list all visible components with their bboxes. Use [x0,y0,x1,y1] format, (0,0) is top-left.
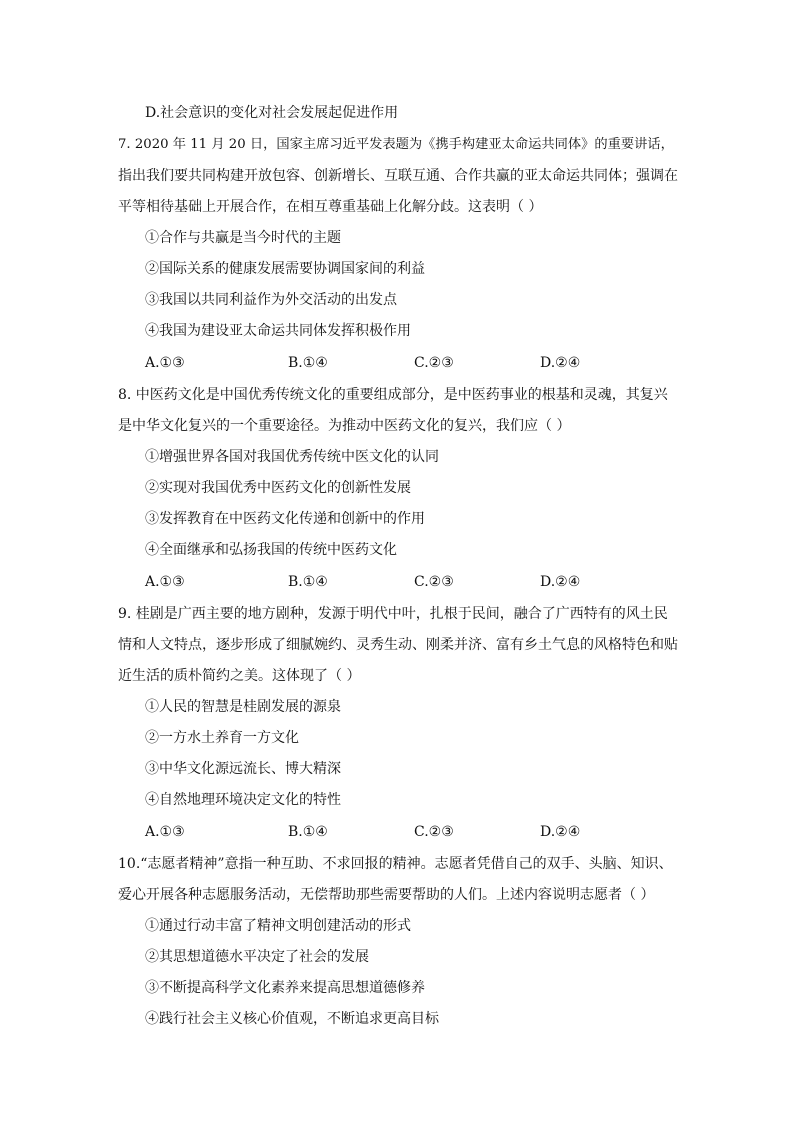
question-7-choice-d: D.②④ [540,355,581,371]
question-7-stem-line-1: 7. 2020 年 11 月 20 日，国家主席习近平发表题为《携手构建亚太命运共同体》的重要讲话， [118,137,674,152]
question-10-stem-line-2: 爱心开展各种志愿服务活动，无偿帮助那些需要帮助的人们。上述内容说明志愿者（ ） [118,887,655,903]
question-8-stem-line-1: 8. 中医药文化是中国优秀传统文化的重要组成部分，是中医药事业的根基和灵魂，其复兴 [118,387,668,403]
question-9-choice-b: B.①④ [288,824,328,840]
question-8-stem-line-2: 是中华文化复兴的一个重要途径。为推动中医药文化的复兴，我们应（ ） [118,418,571,434]
question-9-stem-line-1: 9. 桂剧是广西主要的地方剧种，发源于明代中叶，扎根于民间，融合了广西特有的风土民 [118,606,668,622]
question-8-choice-d: D.②④ [540,574,581,590]
question-8-choice-a: A.①③ [145,574,185,590]
question-7-statement-1: ①合作与共赢是当今时代的主题 [145,230,341,246]
question-9-statement-1: ①人民的智慧是桂剧发展的源泉 [145,699,341,715]
question-7-choice-b: B.①④ [288,355,328,371]
question-8-statement-2: ②实现对我国优秀中医药文化的创新性发展 [145,480,411,496]
question-9-stem-line-2: 情和人文特点，逐步形成了细腻婉约、灵秀生动、刚柔并济、富有乡土气息的风格特色和贴 [118,637,678,653]
question-7-statement-4: ④我国为建设亚太命运共同体发挥积极作用 [145,323,411,339]
question-10-statement-1: ①通过行动丰富了精神文明创建活动的形式 [145,918,411,934]
question-7-stem-line-2: 指出我们要共同构建开放包容、创新增长、互联互通、合作共赢的亚太命运共同体；强调在 [118,168,678,184]
question-8-choice-c: C.②③ [414,574,454,590]
question-8-statement-3: ③发挥教育在中医药文化传递和创新中的作用 [145,511,425,527]
question-7-stem-line-3: 平等相待基础上开展合作，在相互尊重基础上化解分歧。这表明（ ） [118,199,543,215]
question-9-choice-d: D.②④ [540,824,581,840]
question-10-statement-2: ②其思想道德水平决定了社会的发展 [145,949,369,965]
question-7-statement-3: ③我国以共同利益作为外交活动的出发点 [145,292,397,308]
question-10-stem-line-1: 10.“志愿者精神”意指一种互助、不求回报的精神。志愿者凭借自己的双手、头脑、知识、 [118,856,673,872]
question-8-statement-4: ④全面继承和弘扬我国的传统中医药文化 [145,542,397,558]
question-7-choice-c: C.②③ [414,355,454,371]
question-9-choice-c: C.②③ [414,824,454,840]
question-9-statement-4: ④自然地理环境决定文化的特性 [145,792,341,808]
question-8-choice-b: B.①④ [288,574,328,590]
question-9-statement-3: ③中华文化源远流长、博大精深 [145,761,341,777]
question-9-choice-a: A.①③ [145,824,185,840]
question-10-statement-3: ③不断提高科学文化素养来提高思想道德修养 [145,980,425,996]
question-7-statement-2: ②国际关系的健康发展需要协调国家间的利益 [145,261,425,277]
question-8-statement-1: ①增强世界各国对我国优秀传统中医文化的认同 [145,449,439,465]
question-9-stem-line-3: 近生活的质朴简约之美。这体现了（ ） [118,668,361,684]
question-7-choice-a: A.①③ [145,355,185,371]
question-9-statement-2: ②一方水土养育一方文化 [145,730,299,746]
leading-option-d: D.社会意识的变化对社会发展起促进作用 [145,105,399,121]
question-10-statement-4: ④践行社会主义核心价值观，不断追求更高目标 [145,1011,439,1027]
